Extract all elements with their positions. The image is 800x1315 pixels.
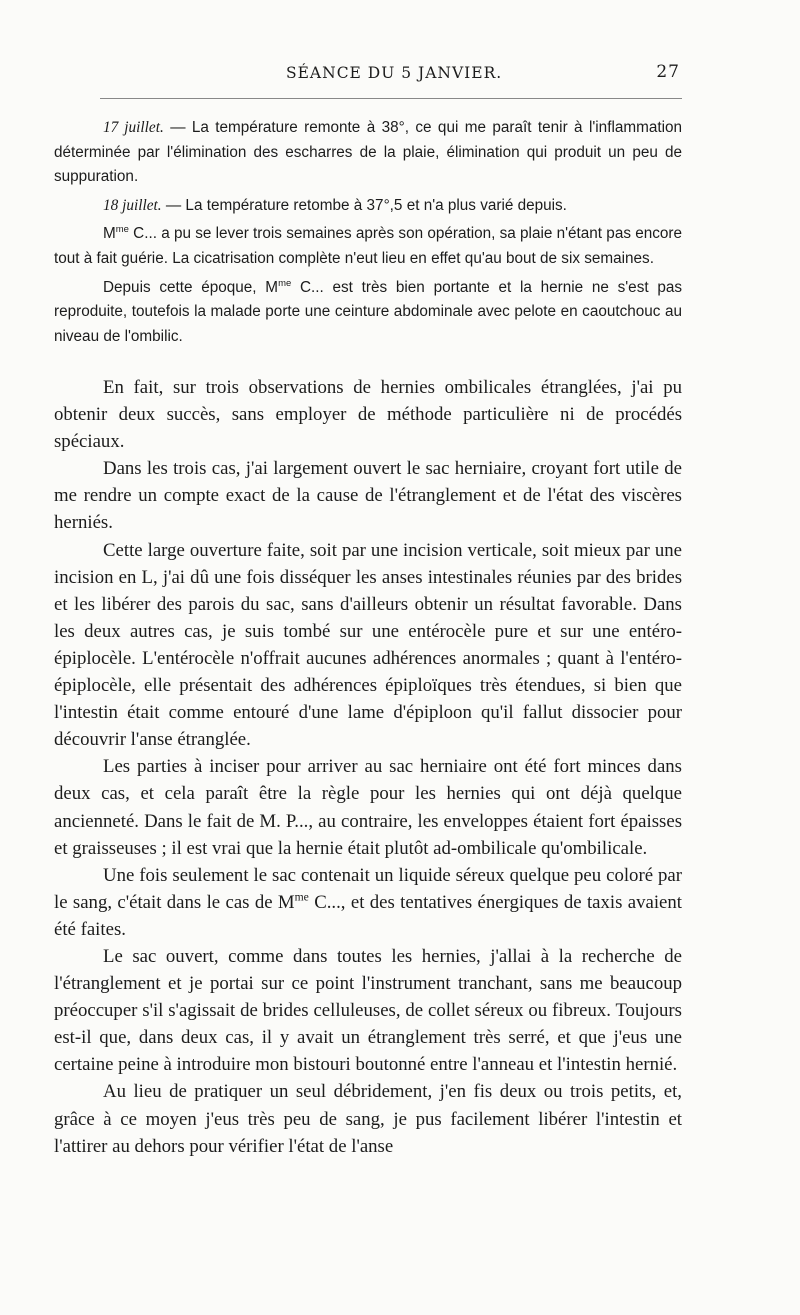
body-paragraph: En fait, sur trois observations de hernies ombilicales étranglées, j'ai pu obtenir deux succès, sans employer de méthode particulière ni de procédés spéciaux. bbox=[54, 377, 682, 453]
observation-date: 17 juillet. bbox=[103, 119, 164, 136]
observation-text: — La température remonte à 38°, ce qui me paraît tenir à l'inflammation déterminée par l'élimination des escharres de la plaie, élimination qui produit un peu de suppuration. bbox=[54, 119, 683, 186]
observation-text: — La température retombe à 37°,5 et n'a plus varié depuis. bbox=[161, 196, 567, 214]
body-paragraph: Au lieu de pratiquer un seul débridement, j'en fis deux ou trois petits, et, grâce à ce moyen j'eus très peu de sang, je pus facilement libérer l'intestin et l'attirer au dehors pour vérifier l'état de l'anse bbox=[54, 1081, 682, 1157]
observation-text: C... est très bien portante et la hernie ne s'est pas reproduite, toutefois la malade porte une ceinture abdominale avec pelote en caoutchouc au niveau de l'ombilic. bbox=[54, 278, 682, 345]
body-text: C..., et des tentatives énergiques de taxis avaient été faites. bbox=[54, 891, 682, 940]
observation-prefix: Depuis cette époque, M bbox=[103, 278, 279, 296]
superscript: me bbox=[294, 890, 309, 904]
running-header bbox=[100, 62, 682, 88]
observation-paragraph bbox=[54, 116, 682, 190]
page-number: 27 bbox=[656, 62, 680, 82]
observation-text: C... a pu se lever trois semaines après son opération, sa plaie n'étant pas encore tout à fait guérie. La cicatrisation complète n'eut lieu en effet qu'au bout de six semaines. bbox=[54, 225, 682, 267]
observation-paragraph bbox=[54, 194, 682, 219]
superscript: me bbox=[278, 277, 292, 289]
body-paragraph: Dans les trois cas, j'ai largement ouvert le sac herniaire, croyant fort utile de me rendre un compte exact de la cause de l'étranglement et de l'état des viscères herniés. bbox=[54, 458, 682, 534]
header-rule bbox=[100, 98, 682, 99]
running-title: SÉANCE DU 5 JANVIER. bbox=[286, 64, 503, 82]
body-paragraph: Le sac ouvert, comme dans toutes les hernies, j'allai à la recherche de l'étranglement et je portai sur ce point l'instrument tranchant, sans me beaucoup préoccuper s'il s'agissait de brides celluleuses, de collet séreux ou fibreux. Toujours est-il que, dans deux cas, il y avait un étranglement très serré, et que j'eus une certaine peine à introduire mon bistouri boutonné entre l'anneau et l'intestin hernié. bbox=[54, 945, 682, 1076]
main-text bbox=[54, 374, 682, 1160]
observation-paragraph bbox=[54, 276, 682, 350]
observation-paragraph bbox=[54, 222, 682, 271]
observation-notes bbox=[54, 116, 682, 353]
body-paragraph: Cette large ouverture faite, soit par une incision verticale, soit mieux par une incision en L, j'ai dû une fois disséquer les anses intestinales réunies par des brides et les libérer des parois du sac, sans d'ailleurs obtenir un résultat favorable. Dans les deux autres cas, je suis tombé sur une entérocèle pure et sur une entéro-épiplocèle. L'entérocèle n'offrait aucunes adhérences anormales ; quant à l'entéro-épiplocèle, elle présentait des adhérences épiploïques très étendues, si bien que l'intestin était comme entouré d'une lame d'épiploon qu'il fallut dissocier pour découvrir l'anse étranglée. bbox=[54, 539, 682, 751]
observation-prefix: M bbox=[103, 225, 116, 243]
observation-date: 18 juillet. bbox=[103, 196, 162, 214]
body-paragraph: Les parties à inciser pour arriver au sac herniaire ont été fort minces dans deux cas, et cela paraît être la règle pour les hernies qui ont déjà quelque ancienneté. Dans le fait de M. P..., au contraire, les enveloppes étaient fort épaisses et graisseuses ; il est vrai que la hernie était plutôt ad-ombilicale qu'ombilicale. bbox=[54, 756, 682, 859]
body-prefix: Une fois seulement le sac contenait un liquide séreux quelque peu coloré par le sang, c'était dans le cas de M bbox=[54, 864, 682, 913]
superscript: me bbox=[115, 224, 129, 236]
body-paragraph bbox=[54, 862, 682, 943]
